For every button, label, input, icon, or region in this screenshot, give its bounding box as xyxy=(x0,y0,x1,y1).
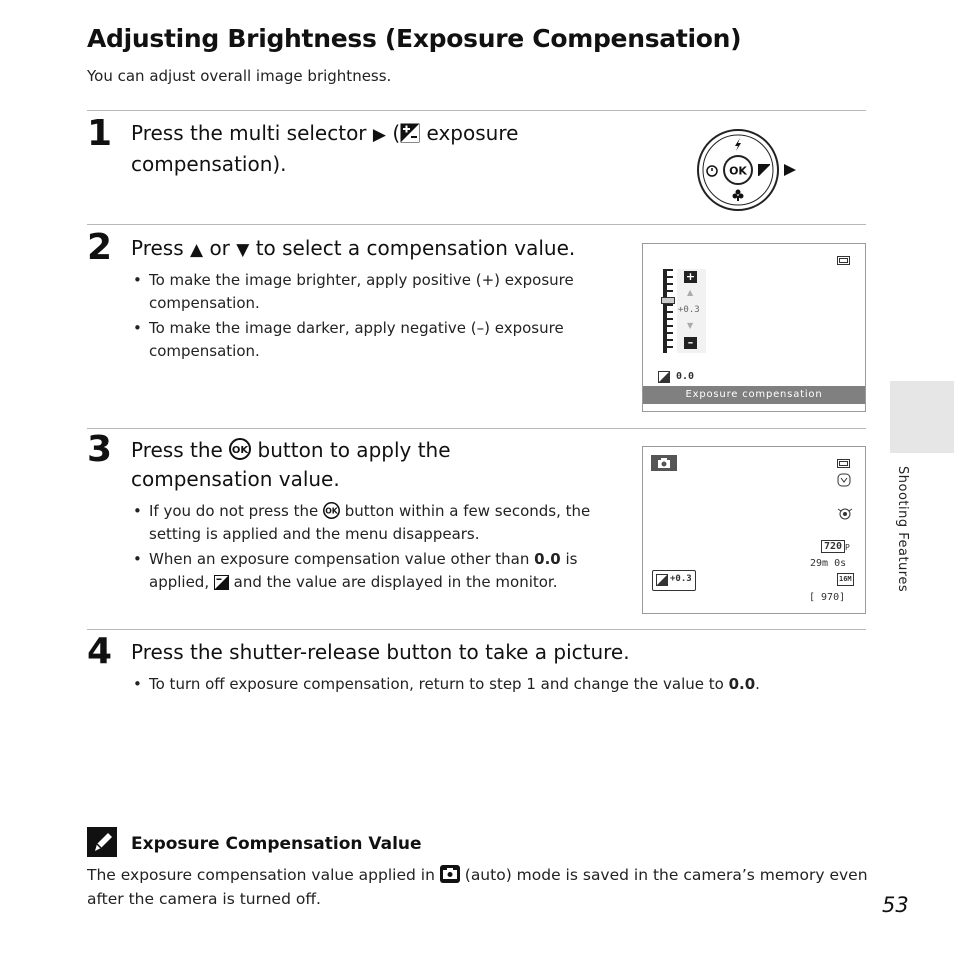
step-3-heading xyxy=(131,436,611,494)
camera-mode-icon xyxy=(651,455,677,471)
down-arrow-icon: ▼ xyxy=(236,240,250,260)
movie-mode-value: 720 xyxy=(821,540,845,553)
step-1-text-d: compensation). xyxy=(131,152,287,176)
step-divider xyxy=(87,629,866,630)
scale-slider xyxy=(661,297,675,304)
minus-icon: – xyxy=(684,337,697,349)
menu-label-bar: Exposure compensation xyxy=(643,386,865,404)
svg-text:OK: OK xyxy=(325,506,338,516)
list-item: • If you do not press the OK button within a few seconds, the setting is applied and the menu disappears. xyxy=(133,502,591,543)
step-4-heading: Press the shutter-release button to take a picture. xyxy=(131,640,630,664)
exposure-compensation-icon xyxy=(656,574,668,586)
step-1-text-c: exposure xyxy=(426,121,519,145)
bullet-text: To make the image darker, apply negative (–) exposure compensation. xyxy=(149,319,564,360)
step-divider xyxy=(87,224,866,225)
page-title: Adjusting Brightness (Exposure Compensation) xyxy=(87,24,742,53)
battery-icon xyxy=(837,459,851,468)
step-2-text-a: Press xyxy=(131,236,184,260)
vibration-reduction-icon xyxy=(837,473,851,487)
step-1-number: 1 xyxy=(87,113,113,154)
battery-icon xyxy=(837,256,851,265)
list-item: • When an exposure compensation value other than 0.0 is applied, and the value are displayed in the monitor. xyxy=(133,550,578,591)
multi-selector-diagram xyxy=(694,128,802,212)
step-2-heading xyxy=(131,234,631,265)
shooting-screen xyxy=(642,446,866,614)
exposure-menu-screen xyxy=(642,243,866,412)
motion-detection-icon xyxy=(837,507,853,521)
ok-button-icon xyxy=(323,502,340,519)
right-arrow-icon: ▶ xyxy=(372,125,386,145)
note-heading: Exposure Compensation Value xyxy=(131,834,422,854)
step-2-bullets xyxy=(131,269,606,365)
step-3-number: 3 xyxy=(87,429,113,470)
up-arrow-icon: ▲ xyxy=(190,240,204,260)
scale-value: +0.3 xyxy=(678,305,700,315)
current-value: 0.0 xyxy=(676,371,695,382)
ok-button-label: OK xyxy=(729,164,747,178)
exposure-compensation-icon xyxy=(758,164,770,176)
list-item: • To turn off exposure compensation, return to step 1 and change the value to 0.0. xyxy=(133,675,760,693)
list-item: • To make the image brighter, apply positive (+) exposure compensation. xyxy=(133,271,574,312)
svg-text:OK: OK xyxy=(232,445,249,456)
side-section-label: Shooting Features xyxy=(895,466,910,593)
intro-text: You can adjust overall image brightness. xyxy=(87,67,392,85)
step-1-text-b: ( xyxy=(392,121,401,145)
exposure-compensation-icon xyxy=(214,575,229,590)
movie-mode-suffix: P xyxy=(845,543,850,552)
remaining-movie-time: 29m 0s xyxy=(810,558,847,569)
step-2-text-b: or xyxy=(209,236,230,260)
camera-mode-icon xyxy=(440,865,460,883)
list-item: • To make the image darker, apply negative (–) exposure compensation. xyxy=(133,319,564,360)
exposure-indicator-value: +0.3 xyxy=(670,574,692,584)
step-1-heading xyxy=(131,119,611,179)
step-3-text-b: button to apply the xyxy=(257,438,451,462)
page-number: 53 xyxy=(882,893,909,917)
shots-remaining: [ 970] xyxy=(809,592,846,603)
section-tab xyxy=(890,381,954,453)
exposure-compensation-icon xyxy=(658,371,670,383)
step-divider xyxy=(87,110,866,111)
step-3-text-a: Press the xyxy=(131,438,223,462)
step-1-text-a: Press the multi selector xyxy=(131,121,367,145)
step-3-bullets xyxy=(131,500,621,596)
plus-icon: + xyxy=(685,270,696,283)
bullet-text: To make the image brighter, apply positive (+) exposure compensation. xyxy=(149,271,574,312)
down-arrow-icon: ▼ xyxy=(687,321,694,330)
note-body: The exposure compensation value applied in (auto) mode is saved in the camera’s memory even after the camera is turned off. xyxy=(87,866,868,908)
right-arrow-icon xyxy=(784,164,796,176)
step-3-text-c: compensation value. xyxy=(131,467,340,491)
step-2-number: 2 xyxy=(87,227,113,268)
note-pencil-icon xyxy=(87,827,117,857)
image-size-value: 16M xyxy=(837,573,854,586)
ok-button-icon xyxy=(229,438,251,460)
up-arrow-icon: ▲ xyxy=(687,288,694,297)
step-2-text-c: to select a compensation value. xyxy=(255,236,576,260)
scale-ticks xyxy=(667,269,673,353)
step-4-bullets xyxy=(131,673,831,698)
exposure-compensation-icon xyxy=(400,123,420,143)
step-divider xyxy=(87,428,866,429)
exposure-indicator xyxy=(652,570,696,591)
step-4-number: 4 xyxy=(87,631,113,672)
